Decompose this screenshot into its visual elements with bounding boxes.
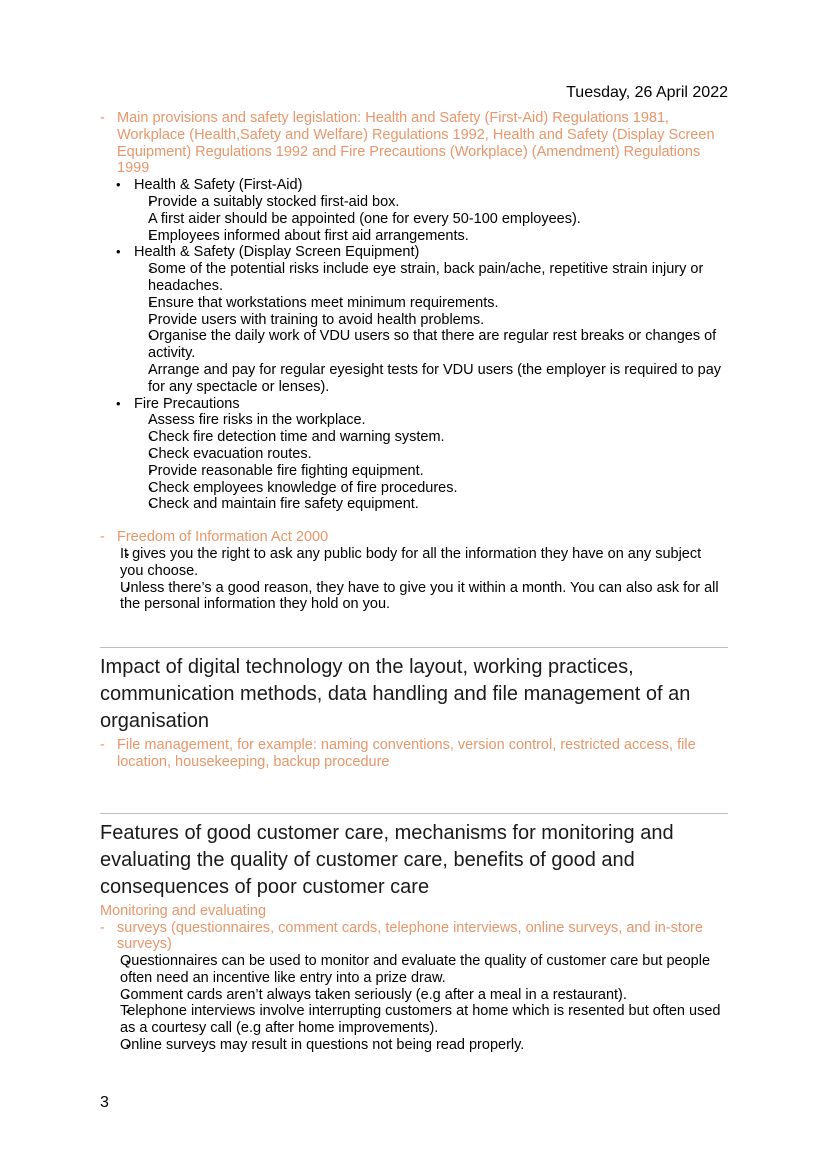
list-item: • Questionnaires can be used to monitor and evaluate the quality of customer care but people often need an incentive like entry into a prize draw. [120, 953, 728, 987]
list-item: • Assess fire risks in the workplace. [148, 412, 728, 429]
section-divider [100, 813, 728, 814]
list-item: • Ensure that workstations meet minimum requirements. [148, 295, 728, 312]
first-aid-item [117, 177, 728, 244]
page-content [100, 110, 728, 1054]
list-item: • Employees informed about first aid arrangements. [148, 228, 728, 245]
section-divider [100, 647, 728, 648]
legislation-list [100, 177, 728, 513]
list-item: • Check employees knowledge of fire procedures. [148, 480, 728, 497]
first-aid-title: Health & Safety (First-Aid) [134, 177, 303, 194]
list-item: • Unless there’s a good reason, they have to give you it within a month. You can also ask for all the personal information they hold on you. [120, 580, 728, 614]
list-item: • Online surveys may result in questions not being read properly. [120, 1037, 728, 1054]
list-item: • Provide reasonable fire fighting equipment. [148, 463, 728, 480]
fire-item [117, 396, 728, 514]
foi-list [100, 546, 728, 613]
dse-title: Health & Safety (Display Screen Equipment) [134, 244, 420, 261]
list-item: • Comment cards aren’t always taken seriously (e.g after a meal in a restaurant). [120, 987, 728, 1004]
fire-title: Fire Precautions [134, 395, 240, 412]
section2-heading: Impact of digital technology on the layout, working practices, communication methods, data handling and file management of an organisation [100, 656, 691, 733]
list-item: • A first aider should be appointed (one for every 50-100 employees). [148, 211, 728, 228]
surveys-title: - surveys (questionnaires, comment cards, telephone interviews, online surveys, and in-store surveys) [100, 920, 728, 954]
list-item: • Check and maintain fire safety equipment. [148, 496, 728, 513]
page-number: 3 [100, 1094, 109, 1111]
surveys-list [100, 953, 728, 1054]
list-item: • Provide users with training to avoid health problems. [148, 312, 728, 329]
foi-title: - Freedom of Information Act 2000 [100, 529, 728, 546]
section3-heading: Features of good customer care, mechanisms for monitoring and evaluating the quality of customer care, benefits of good and consequences of poor customer care [100, 821, 674, 898]
dse-sublist [134, 261, 728, 395]
list-item: • It gives you the right to ask any public body for all the information they have on any subject you choose. [120, 546, 728, 580]
list-item: • Check evacuation routes. [148, 446, 728, 463]
file-management-text: - File management, for example: naming conventions, version control, restricted access, file location, housekeeping, backup procedure [100, 737, 728, 771]
page-date: Tuesday, 26 April 2022 [566, 84, 728, 101]
list-item: • Organise the daily work of VDU users so that there are regular rest breaks or changes of activity. [148, 328, 728, 362]
list-item: • Telephone interviews involve interrupting customers at home which is resented but often used as a courtesy call (e.g after home improvements). [120, 1003, 728, 1037]
fire-sublist [134, 412, 728, 513]
legislation-title: - Main provisions and safety legislation: Health and Safety (First-Aid) Regulations 1981, Workplace (Health,Safety and Welfare) Regulations 1992, Health and Safety (Display Screen Equipment) Regulations 1992 and Fire Precautions (Workplace) (Amendment) Regulations 1999 [100, 110, 728, 177]
dse-item [117, 244, 728, 395]
first-aid-sublist [134, 194, 728, 244]
list-item: • Some of the potential risks include eye strain, back pain/ache, repetitive strain injury or headaches. [148, 261, 728, 295]
list-item: • Arrange and pay for regular eyesight tests for VDU users (the employer is required to pay for any spectacle or lenses). [148, 362, 728, 396]
list-item: • Provide a suitably stocked first-aid box. [148, 194, 728, 211]
monitoring-subheading: Monitoring and evaluating [100, 902, 267, 919]
list-item: • Check fire detection time and warning system. [148, 429, 728, 446]
